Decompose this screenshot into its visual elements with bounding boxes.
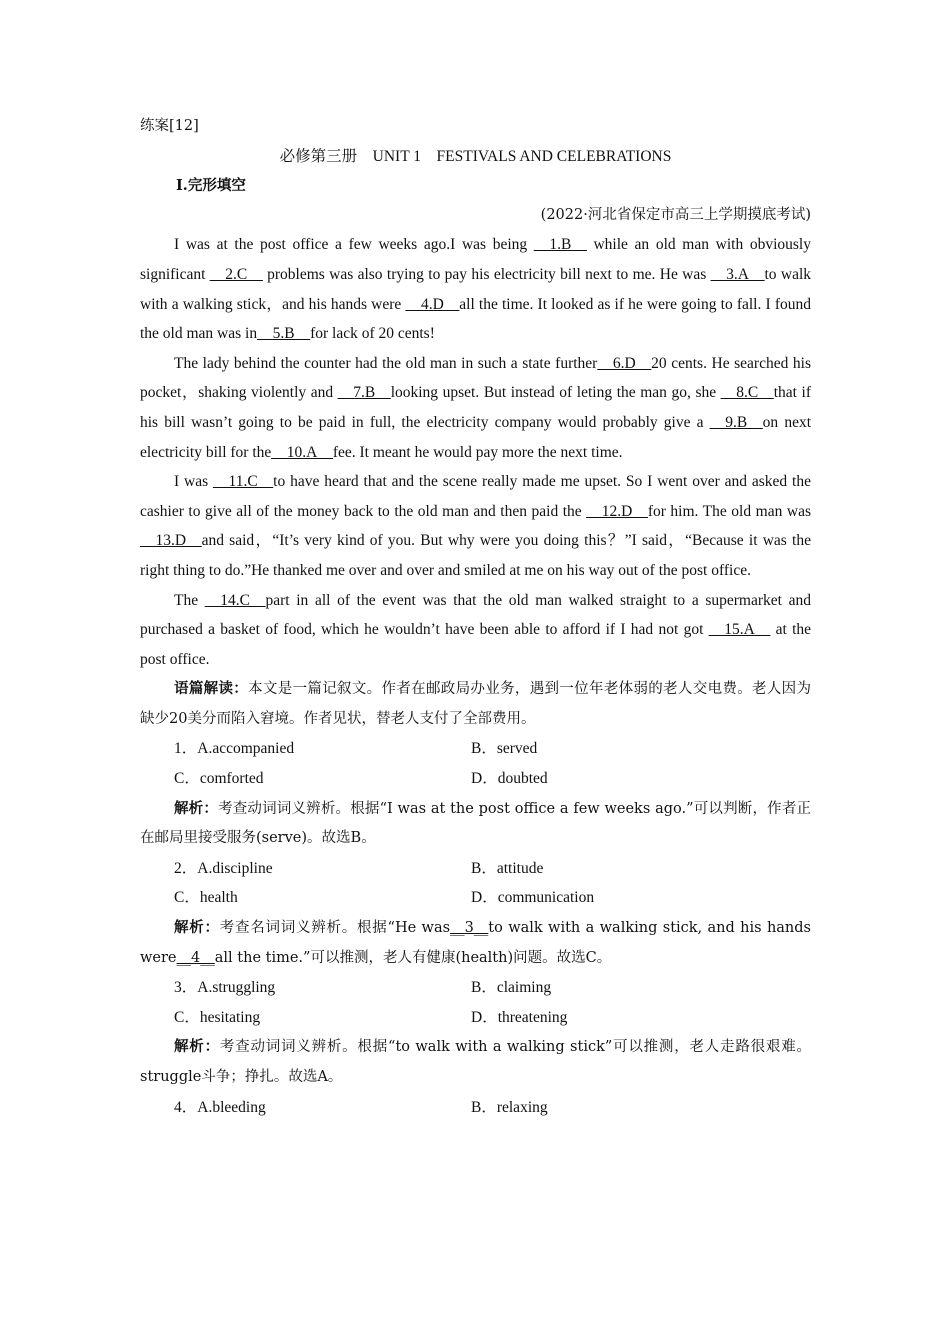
question-1-options-cd: C．comforted D．doubted [174, 770, 548, 788]
question-1-analysis: 解析：考查动词词义辨析。根据“I was at the post office a few weeks ago.”可以判断，作者正在邮局里接受服务(serve)。故选B。 [140, 799, 811, 847]
question-1-options-ab: 1．A.accompanied B．served [174, 740, 538, 758]
answer-blank: __6.D__ [597, 354, 652, 372]
question-2-options-ab: 2．A.discipline B．attitude [174, 859, 544, 877]
passage-paragraph-3: I was __11.C__to have heard that and the scene really made me upset. So I went over and asked the cashier to give all of the money back to the old man and then paid the __12.D__for him. The old man was __13.D__and said，“It’s very kind of you. But why were you doing this？”I said，“Because it was the right thing to do.”He thanked me over and over and smiled at me on his way out of the post office. [140, 473, 811, 579]
question-4-options-ab: 4．A.bleeding B．relaxing [174, 1098, 548, 1116]
answer-blank: __4.D__ [405, 295, 460, 313]
answer-blank: __1.B__ [533, 236, 587, 254]
section-heading: Ⅰ.完形填空 [176, 177, 246, 195]
answer-blank: __4__ [176, 949, 215, 966]
answer-blank: __11.C__ [213, 473, 274, 491]
passage-paragraph-1: I was at the post office a few weeks ago.I was being __1.B__ while an old man with obviously significant __2.C__ problems was also trying to pay his electricity bill next to me. He was __3.A__to walk with a walking stick，and his hands were __4.D__all the time. It looked as if he were going to fall. I found the old man was in__5.B__for lack of 20 cents! [140, 236, 812, 343]
exercise-label: 练案[12] [140, 118, 199, 134]
answer-blank: __12.D__ [586, 502, 648, 520]
question-3-options-cd: C．hesitating D．threatening [174, 1008, 568, 1026]
document-page [140, 112, 811, 1122]
answer-blank: __10.A__ [271, 443, 333, 461]
answer-blank: __3.A__ [710, 265, 765, 283]
reading-interpretation: 语篇解读：本文是一篇记叙文。作者在邮政局办业务，遇到一位年老体弱的老人交电费。老人因为缺少20美分而陷入窘境。作者见状，替老人支付了全部费用。 [140, 680, 811, 727]
exam-source: (2022·河北省保定市高三上学期摸底考试) [540, 206, 811, 223]
question-2-analysis: 解析：考查名词词义辨析。根据“He was__3__to walk with a walking stick, and his hands were__4__all the time.”可以推测，老人有健康(health)问题。故选C。 [140, 919, 811, 966]
page-title: 必修第三册 UNIT 1 FESTIVALS AND CELEBRATIONS [279, 147, 672, 165]
answer-blank: __14.C__ [204, 591, 266, 609]
answer-blank: __8.C__ [720, 384, 774, 402]
question-2-options-cd: C．health D．communication [174, 889, 595, 907]
answer-blank: __9.B__ [709, 413, 763, 431]
passage-paragraph-4: The __14.C__part in all of the event was that the old man walked straight to a supermarket and purchased a basket of food, which he wouldn’t have been able to afford if I had not got __15.A__ at the post office. [140, 591, 812, 668]
answer-blank: __5.B__ [257, 325, 311, 343]
question-3-options-ab: 3．A.struggling B．claiming [174, 979, 552, 997]
answer-blank: __2.C__ [209, 265, 263, 283]
answer-blank: __3__ [450, 920, 489, 937]
answer-blank: __13.D__ [140, 532, 202, 550]
answer-blank: __15.A__ [708, 621, 771, 639]
answer-blank: __7.B__ [337, 384, 391, 402]
passage-paragraph-2: The lady behind the counter had the old man in such a state further__6.D__20 cents. He searched his pocket，shaking violently and __7.B__looking upset. But instead of leting the man go, she __8.C__that if his bill wasn’t going to be paid in full, the electricity company would probably give a __9.B__on next electricity bill for the__10.A__fee. It meant he would pay more the next time. [140, 354, 812, 461]
question-3-analysis: 解析：考查动词词义辨析。根据“to walk with a walking stick”可以推测，老人走路很艰难。struggle斗争；挣扎。故选A。 [140, 1038, 812, 1085]
